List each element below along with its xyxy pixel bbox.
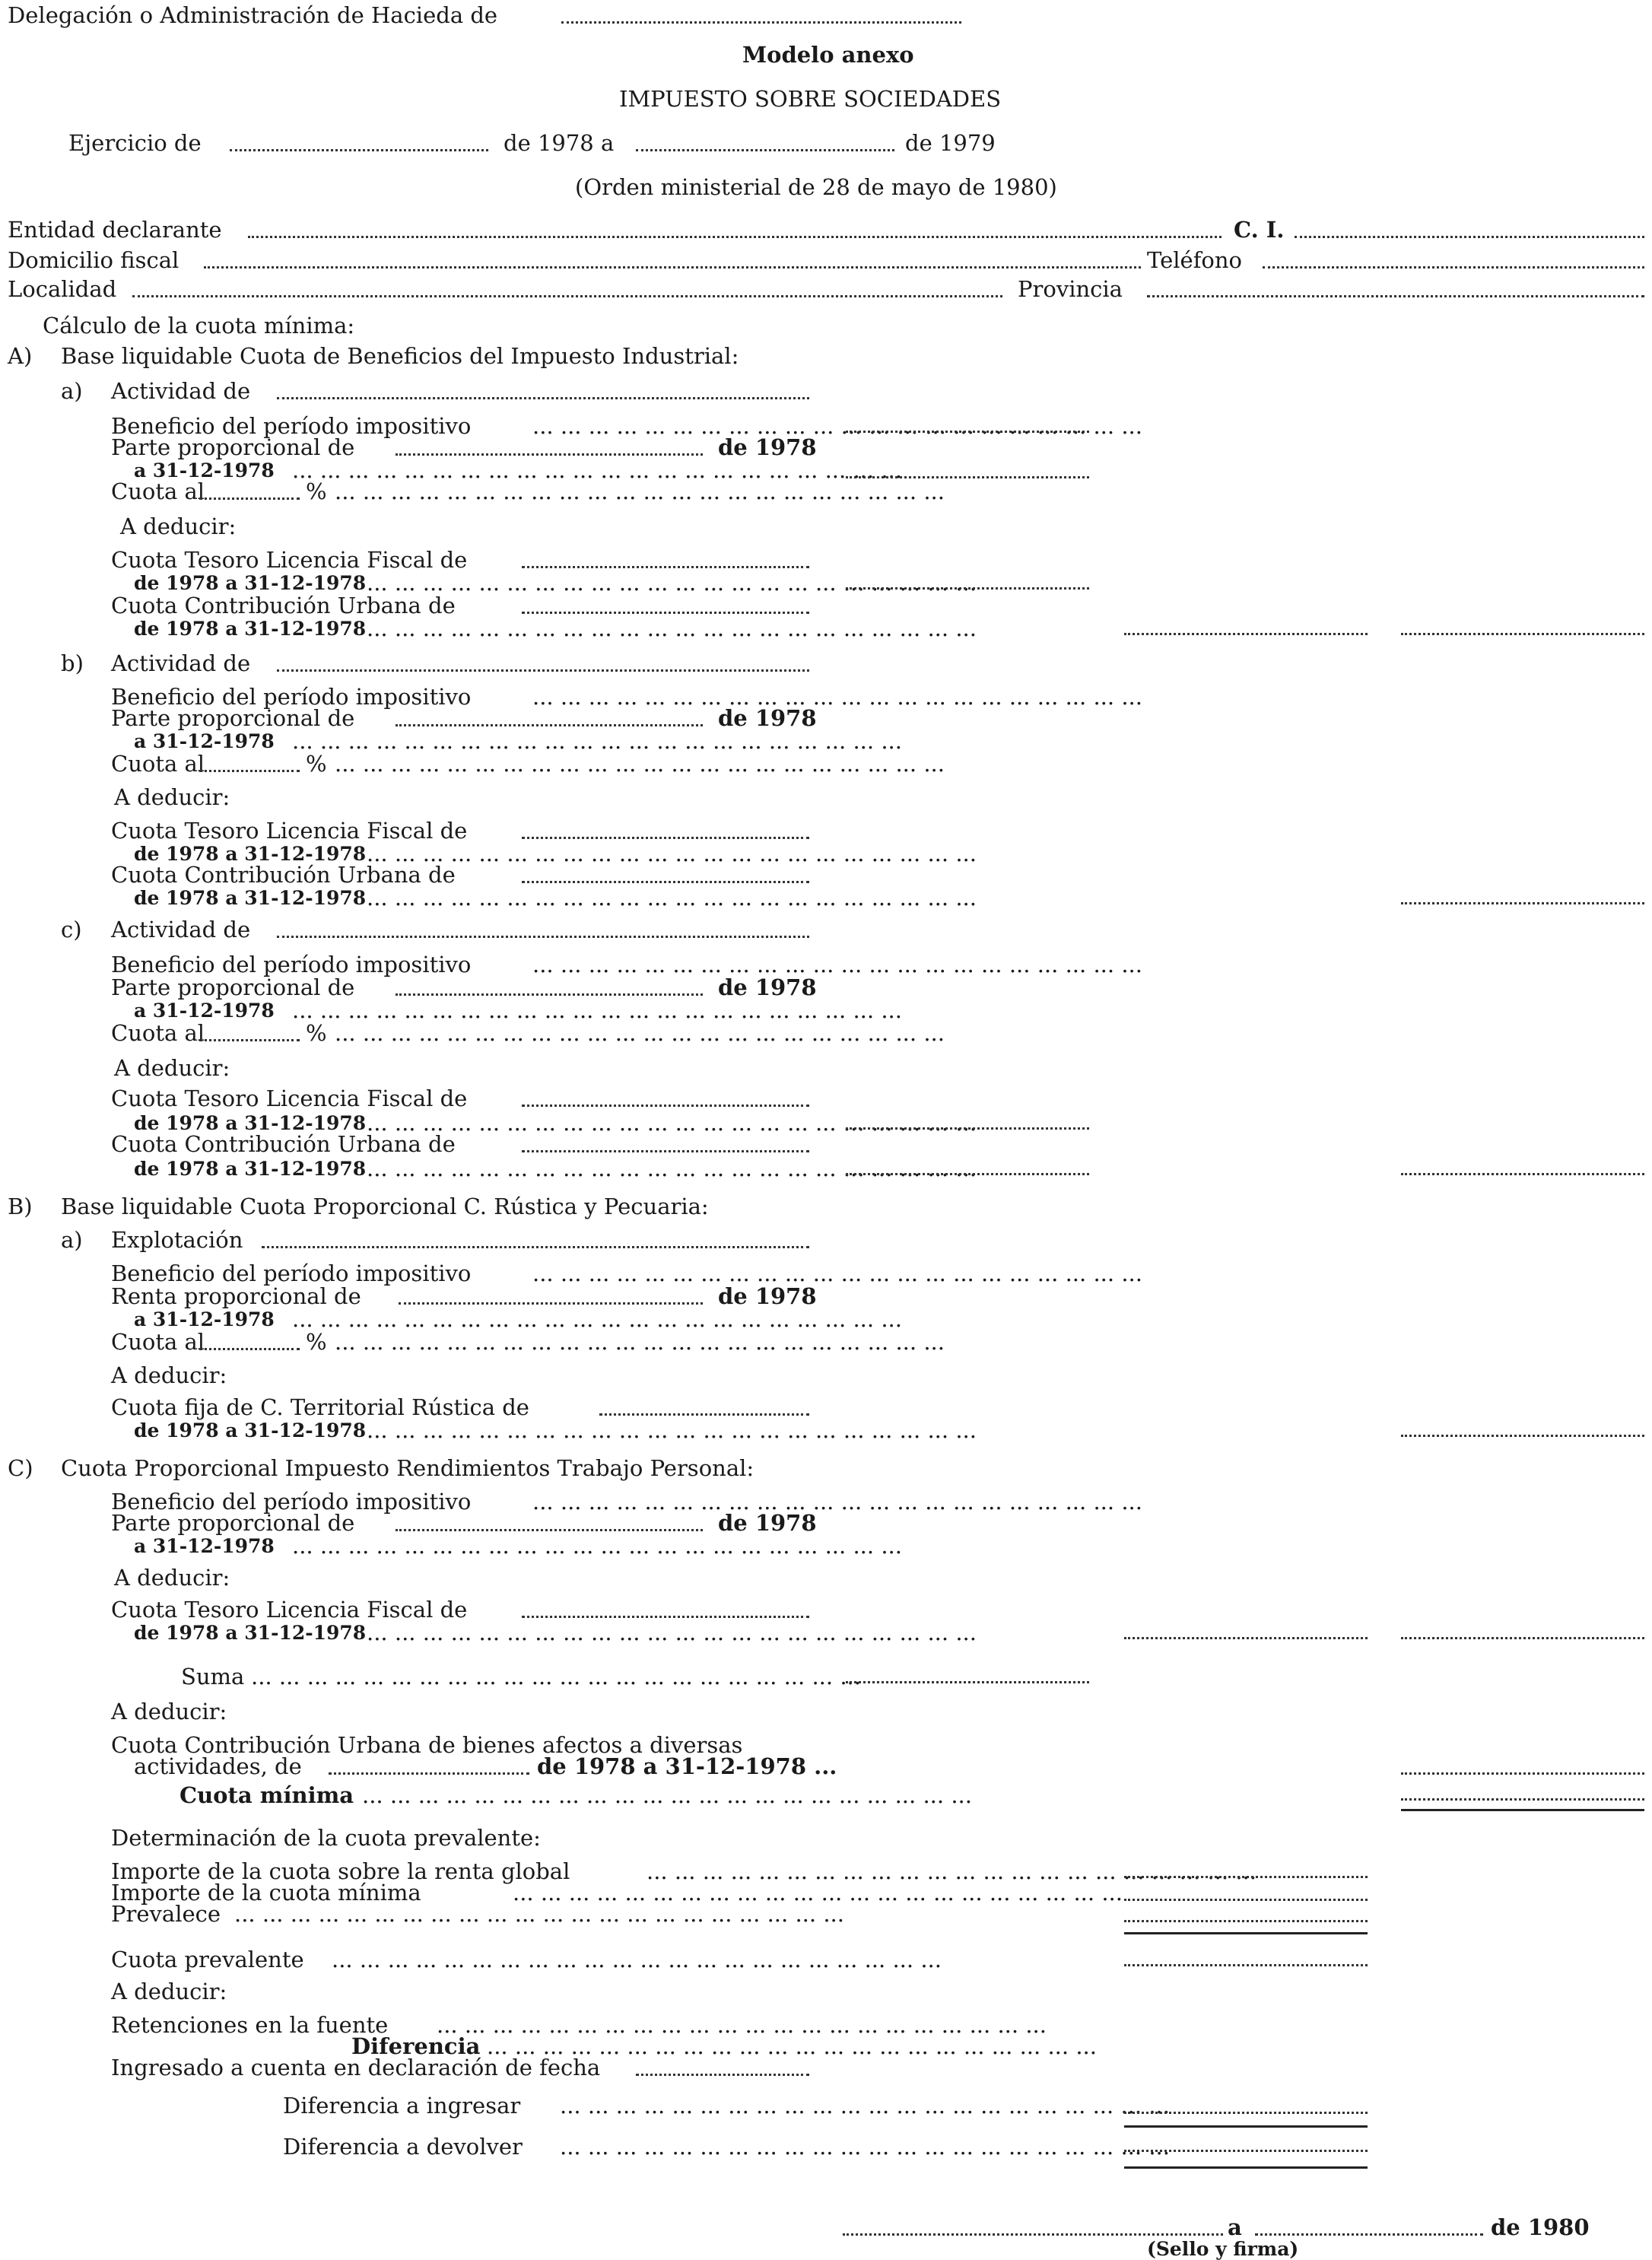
cuota-al-label: Cuota al xyxy=(111,751,205,777)
section-a-title: Base liquidable Cuota de Beneficios del Impuesto Industrial: xyxy=(61,343,739,369)
parte-a-field[interactable] xyxy=(396,453,703,456)
actividad-label: Actividad de xyxy=(111,650,251,676)
ci-label: C. I. xyxy=(1234,217,1285,243)
parte-1978: de 1978 xyxy=(718,434,817,460)
entidad-field[interactable] xyxy=(248,236,1222,238)
parte-label: Parte proporcional de xyxy=(111,1510,355,1536)
leader-dots: ... ... ... ... ... ... ... ... ... ... ... ... ... ... ... ... ... ... ... ... ... ... xyxy=(532,952,1142,977)
parte-label: Parte proporcional de xyxy=(111,705,355,731)
leader-dots: ... ... ... ... ... ... ... ... ... ... ... ... ... ... ... ... ... ... ... ... ... ... xyxy=(367,1110,977,1136)
prevalece-rule xyxy=(1124,1932,1368,1934)
section-a-total-2[interactable] xyxy=(1401,902,1644,904)
pct-sign: % xyxy=(306,478,327,504)
leader-dots: ... ... ... ... ... ... ... ... ... ... ... ... ... ... ... ... ... ... ... ... ... ... xyxy=(234,1901,844,1927)
modelo-title: Modelo anexo xyxy=(742,42,914,68)
leader-dots: ... ... ... ... ... ... ... ... ... ... ... ... ... ... ... ... ... ... ... ... ... ... xyxy=(367,1155,977,1181)
determinacion-title: Determinación de la cuota prevalente: xyxy=(111,1825,541,1851)
leader-dots: ... ... ... ... ... ... ... ... ... ... ... ... ... ... ... ... ... ... ... ... ... ... xyxy=(292,728,902,754)
fecha-label: a 31-12-1978 xyxy=(134,1308,275,1330)
telefono-field[interactable] xyxy=(1263,266,1644,269)
leader-dots: ... ... ... ... ... ... ... ... ... ... ... ... ... ... ... ... ... ... ... ... ... ... xyxy=(335,751,945,777)
urbana-c-amount[interactable] xyxy=(846,1173,1089,1175)
a-deducir-label: A deducir: xyxy=(120,513,237,539)
localidad-label: Localidad xyxy=(8,276,117,302)
leader-dots: ... ... ... ... ... ... ... ... ... ... ... ... ... ... ... ... ... ... ... ... ... ... xyxy=(487,2033,1097,2059)
section-a-total-1[interactable] xyxy=(1401,633,1644,635)
a-marker: a) xyxy=(61,378,83,404)
leader-dots: ... ... ... ... ... ... ... ... ... ... ... ... ... ... ... ... ... ... ... ... ... ... xyxy=(367,1620,977,1645)
delegacion-label: Delegación o Administración de Hacieda de xyxy=(8,2,498,28)
pct-sign: % xyxy=(306,751,327,777)
fecha-label: a 31-12-1978 xyxy=(134,730,275,752)
dif-devolver-amount[interactable] xyxy=(1124,2150,1368,2152)
provincia-label: Provincia xyxy=(1018,276,1123,302)
orden-ministerial: (Orden ministerial de 28 de mayo de 1980) xyxy=(575,174,1057,200)
leader-dots: ... ... ... ... ... ... ... ... ... ... ... ... ... ... ... ... ... ... ... ... ... ... xyxy=(362,1782,972,1808)
fecha-label: de 1978 a 31-12-1978 xyxy=(134,618,367,640)
cuota-al-label: Cuota al xyxy=(111,1329,205,1355)
leader-dots: ... ... ... ... ... ... ... ... ... ... ... ... ... ... ... ... ... ... ... ... ... ... xyxy=(292,1533,902,1559)
parte-1978: de 1978 xyxy=(718,705,817,731)
fija-field[interactable] xyxy=(599,1413,809,1416)
licencia-label: Cuota Tesoro Licencia Fiscal de xyxy=(111,547,468,573)
a-deducir-label: A deducir: xyxy=(114,784,230,810)
licencia-a-amount[interactable] xyxy=(846,587,1089,590)
parte-1978: de 1978 xyxy=(718,1510,817,1536)
importe-minima-label: Importe de la cuota mínima xyxy=(111,1880,421,1906)
leader-dots: ... ... ... ... ... ... ... ... ... ... ... ... ... ... ... ... ... ... ... ... ... ... xyxy=(532,413,1142,439)
licencia-label: Cuota Tesoro Licencia Fiscal de xyxy=(111,818,468,844)
fecha-label: de 1978 a 31-12-1978 xyxy=(134,887,367,909)
ejercicio-1978-label: de 1978 a xyxy=(504,130,615,156)
telefono-label: Teléfono xyxy=(1147,247,1243,273)
explotacion-label: Explotación xyxy=(111,1227,243,1253)
leader-dots: ... ... ... ... ... ... ... ... ... ... ... ... ... ... ... ... ... ... ... ... ... ... xyxy=(647,1858,1256,1884)
licencia-c-amount[interactable] xyxy=(846,1127,1089,1130)
cuota-pct-rustica-field[interactable] xyxy=(199,1348,300,1350)
trabajo-subtotal[interactable] xyxy=(1124,1637,1368,1639)
section-c-total[interactable] xyxy=(1401,1637,1644,1639)
urbana-c-field[interactable] xyxy=(522,1150,809,1152)
section-b-marker: B) xyxy=(8,1194,33,1219)
section-c-title: Cuota Proporcional Impuesto Rendimientos Trabajo Personal: xyxy=(61,1455,755,1481)
dif-devolver-rule xyxy=(1124,2166,1368,2169)
beneficio-label: Beneficio del período impositivo xyxy=(111,684,472,710)
fecha-label: a 31-12-1978 xyxy=(134,1000,275,1022)
pct-sign: % xyxy=(306,1020,327,1046)
dif-ingresar-label: Diferencia a ingresar xyxy=(283,2093,521,2119)
a-deducir-label: A deducir: xyxy=(111,1979,227,2004)
actividad-c-field[interactable] xyxy=(277,936,809,938)
actividad-b-field[interactable] xyxy=(277,669,809,672)
urbana-label: Cuota Contribución Urbana de xyxy=(111,862,456,888)
retenciones-label: Retenciones en la fuente xyxy=(111,2012,389,2038)
actividad-a-field[interactable] xyxy=(277,397,809,399)
fija-label: Cuota fija de C. Territorial Rústica de xyxy=(111,1394,529,1420)
diferencia-label: Diferencia xyxy=(351,2033,481,2059)
explotacion-field[interactable] xyxy=(262,1246,809,1248)
a-deducir-label: A deducir: xyxy=(114,1055,230,1081)
dif-devolver-label: Diferencia a devolver xyxy=(283,2134,523,2160)
urbana-label: Cuota Contribución Urbana de xyxy=(111,593,456,618)
pct-sign: % xyxy=(306,1329,327,1355)
suma-amount[interactable] xyxy=(846,1681,1089,1683)
renta-global-label: Importe de la cuota sobre la renta global xyxy=(111,1858,570,1884)
parte-c-field[interactable] xyxy=(396,993,703,996)
urbana-label: Cuota Contribución Urbana de xyxy=(111,1131,456,1157)
cuota-pct-c-field[interactable] xyxy=(199,1039,300,1041)
urbana-bienes-amount[interactable] xyxy=(1401,1772,1644,1775)
a-deducir-label: A deducir: xyxy=(114,1565,230,1591)
leader-dots: ... ... ... ... ... ... ... ... ... ... ... ... ... ... ... ... ... ... ... ... ... ... xyxy=(367,570,977,596)
leader-dots: ... ... ... ... ... ... ... ... ... ... ... ... ... ... ... ... ... ... ... ... ... ... xyxy=(532,684,1142,710)
parte-label: Parte proporcional de xyxy=(111,974,355,1000)
fecha-label: de 1978 a 31-12-1978 xyxy=(134,1158,367,1180)
leader-dots: ... ... ... ... ... ... ... ... ... ... ... ... ... ... ... ... ... ... ... ... ... ... xyxy=(335,1020,945,1046)
leader-dots: ... ... ... ... ... ... ... ... ... ... ... ... ... ... ... ... ... ... ... ... ... ... xyxy=(292,457,902,483)
licencia-label: Cuota Tesoro Licencia Fiscal de xyxy=(111,1085,468,1111)
domicilio-field[interactable] xyxy=(204,266,1141,269)
dif-ingresar-amount[interactable] xyxy=(1124,2112,1368,2114)
fecha-label: de 1978 a 31-12-1978 xyxy=(134,843,367,865)
leader-dots: ... ... ... ... ... ... ... ... ... ... ... ... ... ... ... ... ... ... ... ... ... ... xyxy=(367,885,977,911)
cuota-al-label: Cuota al xyxy=(111,1020,205,1046)
section-b-total[interactable] xyxy=(1401,1435,1644,1437)
renta-1978: de 1978 xyxy=(718,1283,817,1309)
delegacion-field[interactable] xyxy=(561,21,961,24)
leader-dots: ... ... ... ... ... ... ... ... ... ... ... ... ... ... ... ... ... ... ... ... ... ... xyxy=(560,2093,1170,2119)
suma-label: Suma xyxy=(181,1664,245,1689)
licencia-label: Cuota Tesoro Licencia Fiscal de xyxy=(111,1597,468,1623)
cuota-al-label: Cuota al xyxy=(111,478,205,504)
fecha-label: de 1978 a 31-12-1978 xyxy=(134,572,367,594)
localidad-field[interactable] xyxy=(132,295,1002,297)
dif-ingresar-rule xyxy=(1124,2125,1368,2128)
calculo-title: Cálculo de la cuota mínima: xyxy=(43,313,355,339)
leader-dots: ... ... ... ... ... ... ... ... ... ... ... ... ... ... ... ... ... ... ... ... ... ... xyxy=(367,1417,977,1443)
renta-label: Renta proporcional de xyxy=(111,1283,361,1309)
fecha-label: de 1978 a 31-12-1978 xyxy=(134,1622,367,1644)
ejercicio-label: Ejercicio de xyxy=(68,130,202,156)
importe-minima-amount[interactable] xyxy=(1124,1899,1368,1901)
fecha-label: a 31-12-1978 xyxy=(134,1535,275,1557)
cuota-prevalente-label: Cuota prevalente xyxy=(111,1947,304,1972)
ejercicio-desde-field[interactable] xyxy=(230,149,488,151)
prevalece-label: Prevalece xyxy=(111,1901,221,1927)
actividades-fecha: de 1978 a 31-12-1978 ... xyxy=(537,1753,837,1779)
urbana-b-field[interactable] xyxy=(522,881,809,883)
fecha-label: de 1978 a 31-12-1978 xyxy=(134,1112,367,1134)
c-marker: c) xyxy=(61,917,82,942)
prevalece-amount[interactable] xyxy=(1124,1920,1368,1922)
renta-global-amount[interactable] xyxy=(1124,1876,1368,1878)
leader-dots: ... ... ... ... ... ... ... ... ... ... ... ... ... ... ... ... ... ... ... ... ... ... xyxy=(292,997,902,1023)
leader-dots: ... ... ... ... ... ... ... ... ... ... ... ... ... ... ... ... ... ... ... ... ... ... xyxy=(437,2012,1047,2038)
leader-dots: ... ... ... ... ... ... ... ... ... ... ... ... ... ... ... ... ... ... ... ... ... ... xyxy=(513,1880,1123,1906)
ejercicio-hasta-field[interactable] xyxy=(636,149,894,151)
beneficio-label: Beneficio del período impositivo xyxy=(111,1260,472,1286)
leader-dots: ... ... ... ... ... ... ... ... ... ... ... ... ... ... ... ... ... ... ... ... ... ... xyxy=(560,2134,1170,2160)
ingresado-label: Ingresado a cuenta en declaración de fecha xyxy=(111,2055,601,2080)
beneficio-label: Beneficio del período impositivo xyxy=(111,413,472,439)
domicilio-label: Domicilio fiscal xyxy=(8,247,179,273)
fecha-declaracion-field[interactable] xyxy=(636,2074,809,2076)
beneficio-a-amount[interactable] xyxy=(846,431,1089,433)
impuesto-title: IMPUESTO SOBRE SOCIEDADES xyxy=(619,86,1002,112)
licencia-trabajo-field[interactable] xyxy=(522,1616,809,1618)
cuota-pct-b-field[interactable] xyxy=(199,770,300,772)
fecha-label: de 1978 a 31-12-1978 xyxy=(134,1419,367,1442)
section-a-total-3[interactable] xyxy=(1401,1173,1644,1175)
cuota-minima-amount[interactable] xyxy=(1401,1798,1644,1801)
leader-dots: ... ... ... ... ... ... ... ... ... ... ... ... ... ... ... ... ... ... ... ... ... ... xyxy=(335,478,945,504)
section-c-marker: C) xyxy=(8,1455,33,1481)
ci-field[interactable] xyxy=(1295,236,1644,238)
parte-label: Parte proporcional de xyxy=(111,434,355,460)
urbana-bienes-label: Cuota Contribución Urbana de bienes afectos a diversas xyxy=(111,1732,743,1758)
cuota-minima-label: Cuota mínima xyxy=(179,1782,354,1808)
footer-1980: de 1980 xyxy=(1491,2214,1590,2240)
cuota-minima-rule xyxy=(1401,1809,1644,1811)
parte-1978: de 1978 xyxy=(718,974,817,1000)
section-a-marker: A) xyxy=(8,343,33,369)
actividad-label: Actividad de xyxy=(111,917,251,942)
parte-b-field[interactable] xyxy=(396,724,703,726)
renta-field[interactable] xyxy=(399,1302,703,1305)
leader-dots: ... ... ... ... ... ... ... ... ... ... ... ... ... ... ... ... ... ... ... ... ... ... xyxy=(251,1664,861,1689)
ejercicio-1979-label: de 1979 xyxy=(905,130,996,156)
leader-dots: ... ... ... ... ... ... ... ... ... ... ... ... ... ... ... ... ... ... ... ... ... ... xyxy=(532,1489,1142,1515)
leader-dots: ... ... ... ... ... ... ... ... ... ... ... ... ... ... ... ... ... ... ... ... ... ... xyxy=(532,1260,1142,1286)
parte-trabajo-field[interactable] xyxy=(396,1529,703,1531)
urbana-a-field[interactable] xyxy=(522,612,809,614)
actividad-label: Actividad de xyxy=(111,378,251,404)
b-marker: b) xyxy=(61,650,84,676)
a-deducir-label: A deducir: xyxy=(111,1699,227,1724)
cuota-pct-a-field[interactable] xyxy=(199,497,300,500)
cuota-prevalente-amount[interactable] xyxy=(1124,1964,1368,1966)
b-a-marker: a) xyxy=(61,1227,83,1253)
actividad-a-subtotal[interactable] xyxy=(1124,633,1368,635)
leader-dots: ... ... ... ... ... ... ... ... ... ... ... ... ... ... ... ... ... ... ... ... ... ... xyxy=(367,615,977,641)
leader-dots: ... ... ... ... ... ... ... ... ... ... ... ... ... ... ... ... ... ... ... ... ... ... xyxy=(335,1329,945,1355)
actividades-field[interactable] xyxy=(329,1772,529,1775)
sello-firma: (Sello y firma) xyxy=(1147,2238,1299,2260)
provincia-field[interactable] xyxy=(1147,295,1644,297)
licencia-b-field[interactable] xyxy=(522,837,809,839)
leader-dots: ... ... ... ... ... ... ... ... ... ... ... ... ... ... ... ... ... ... ... ... ... ... xyxy=(332,1947,942,1972)
beneficio-label: Beneficio del período impositivo xyxy=(111,1489,472,1515)
licencia-a-field[interactable] xyxy=(522,566,809,568)
leader-dots: ... ... ... ... ... ... ... ... ... ... ... ... ... ... ... ... ... ... ... ... ... ... xyxy=(292,1306,902,1332)
entidad-label: Entidad declarante xyxy=(8,217,222,243)
lugar-field[interactable] xyxy=(843,2233,1223,2236)
beneficio-label: Beneficio del período impositivo xyxy=(111,952,472,977)
footer-a: a xyxy=(1228,2214,1242,2240)
leader-dots: ... ... ... ... ... ... ... ... ... ... ... ... ... ... ... ... ... ... ... ... ... ... xyxy=(367,841,977,866)
licencia-c-field[interactable] xyxy=(522,1105,809,1107)
fecha-field[interactable] xyxy=(1255,2233,1483,2236)
a-deducir-label: A deducir: xyxy=(111,1362,227,1388)
actividades-label: actividades, de xyxy=(134,1753,302,1779)
section-b-title: Base liquidable Cuota Proporcional C. Rústica y Pecuaria: xyxy=(61,1194,709,1219)
fecha-label: a 31-12-1978 xyxy=(134,459,275,482)
